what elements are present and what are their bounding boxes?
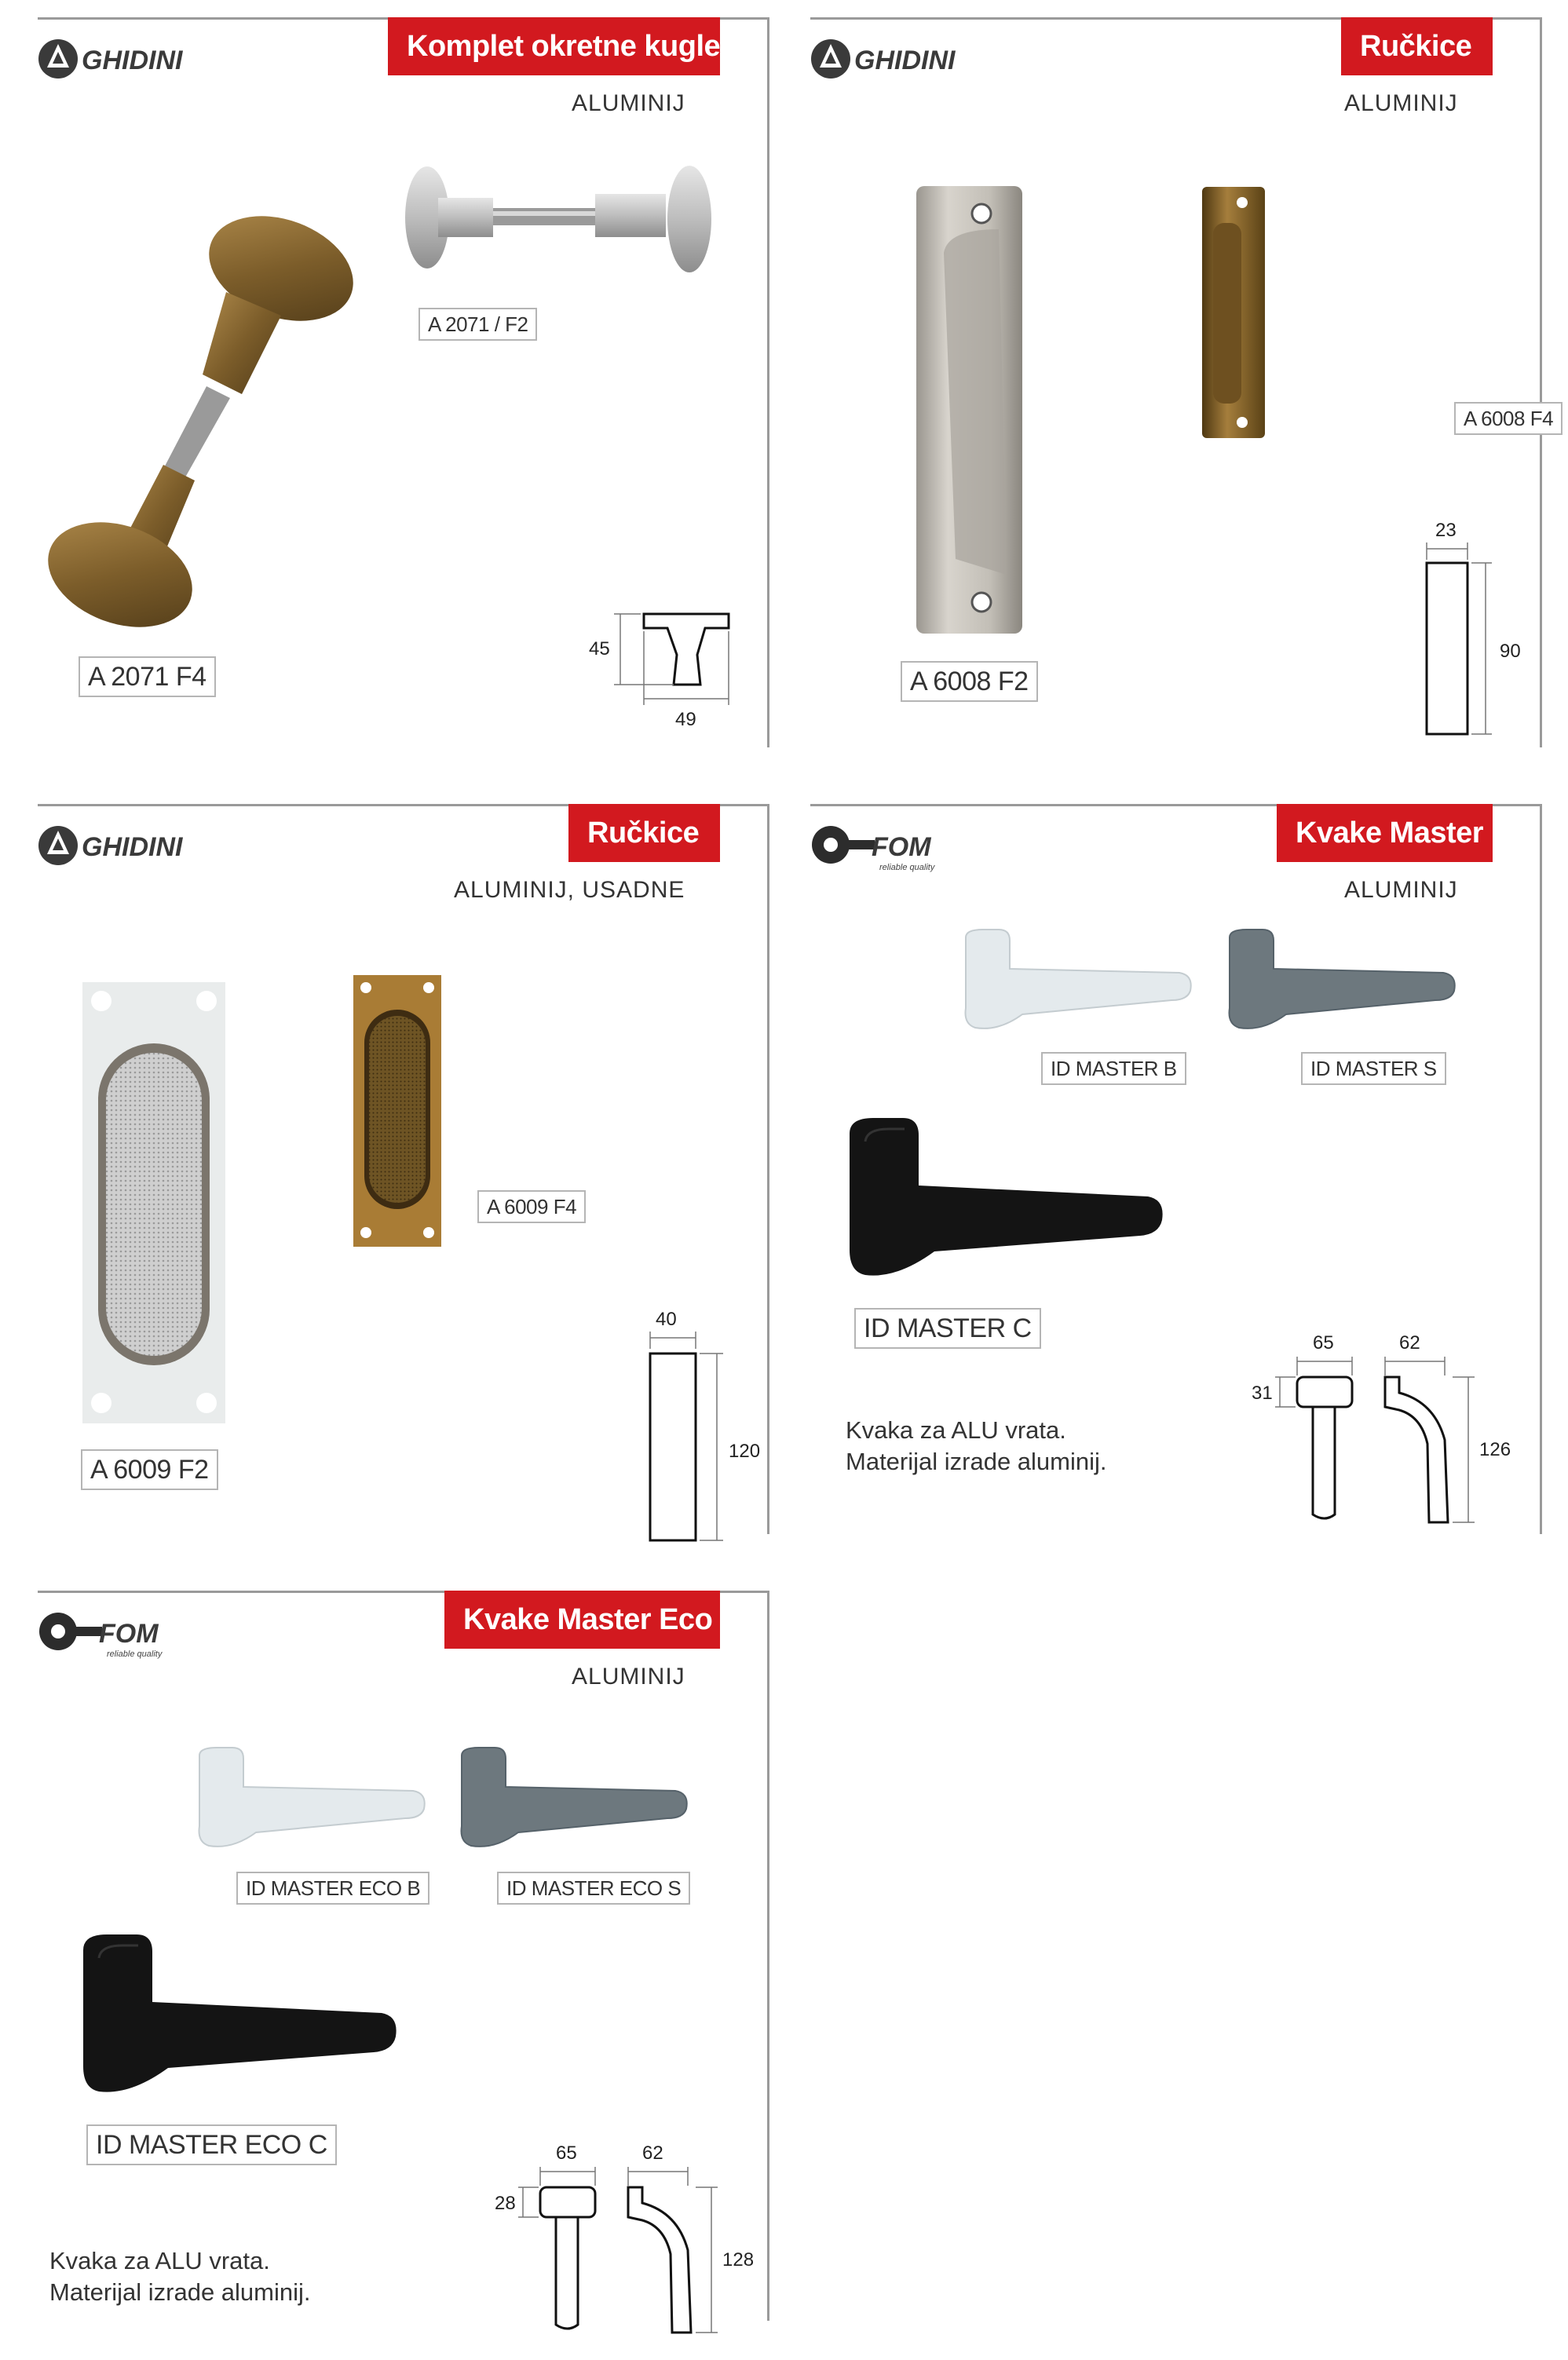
dimension-head-height: 31 bbox=[1252, 1383, 1273, 1404]
dimension-height: 45 bbox=[589, 638, 610, 659]
fom-logo-text: FOM bbox=[872, 832, 931, 862]
product-label-a6009-f2: A 6009 F2 bbox=[81, 1449, 218, 1490]
ghidini-logo bbox=[38, 824, 203, 868]
panel-handles-recessed bbox=[38, 804, 769, 1534]
fom-logo bbox=[810, 821, 967, 876]
handle-silver-image bbox=[912, 182, 1030, 637]
product-label-a2071-f4: A 2071 F4 bbox=[79, 656, 216, 697]
dimension-head-width: 65 bbox=[556, 2143, 577, 2164]
panel-right-rule bbox=[1540, 804, 1542, 1534]
ghidini-logo-text: GHIDINI bbox=[854, 46, 956, 75]
lever-black-image bbox=[842, 1118, 1171, 1283]
dimension-total-height: 128 bbox=[722, 2249, 755, 2270]
product-description bbox=[846, 1415, 1107, 1478]
section-title: Ručkice bbox=[1341, 17, 1493, 75]
lever-dimension-drawing bbox=[1234, 1314, 1517, 1550]
product-label-a6008-f2: A 6008 F2 bbox=[901, 661, 1038, 702]
ghidini-logo-text: GHIDINI bbox=[82, 46, 183, 75]
lever-white-image bbox=[959, 930, 1195, 1039]
lever-white-image bbox=[193, 1748, 429, 1858]
product-label-id-master-s: ID MASTER S bbox=[1301, 1052, 1446, 1085]
dimension-grip-width: 62 bbox=[642, 2143, 663, 2164]
ghidini-logo bbox=[810, 38, 975, 82]
fom-tagline: reliable quality bbox=[879, 863, 935, 872]
lever-black-image bbox=[75, 1934, 405, 2099]
dimension-head-height: 28 bbox=[495, 2193, 516, 2214]
panel-kvake-master-eco bbox=[38, 1591, 769, 2321]
section-title: Komplet okretne kugle bbox=[388, 17, 720, 75]
product-description bbox=[49, 2245, 311, 2308]
material-label: ALUMINIJ bbox=[572, 1664, 685, 1690]
panel-door-knobs bbox=[38, 17, 769, 747]
panel-right-rule bbox=[767, 17, 769, 747]
knob-set-bronze-image bbox=[46, 206, 375, 645]
description-line-2: Materijal izrade aluminij. bbox=[49, 2278, 311, 2306]
dimension-grip-width: 62 bbox=[1399, 1332, 1420, 1354]
knob-set-silver-image bbox=[399, 163, 729, 288]
dimension-width: 49 bbox=[675, 709, 696, 730]
recessed-handle-bronze-image bbox=[352, 974, 443, 1248]
section-title: Ručkice bbox=[568, 804, 720, 862]
material-label: ALUMINIJ bbox=[572, 90, 685, 116]
section-title: Kvake Master bbox=[1277, 804, 1493, 862]
section-title: Kvake Master Eco bbox=[444, 1591, 720, 1649]
dimension-height: 90 bbox=[1500, 641, 1521, 662]
description-line-1: Kvaka za ALU vrata. bbox=[49, 2247, 270, 2274]
product-label-id-master-eco-b: ID MASTER ECO B bbox=[236, 1872, 429, 1905]
product-label-id-master-eco-c: ID MASTER ECO C bbox=[86, 2124, 337, 2165]
recessed-handle-silver-image bbox=[81, 981, 230, 1428]
dimension-height: 120 bbox=[729, 1441, 761, 1462]
dimension-width: 23 bbox=[1435, 520, 1457, 541]
product-label-a6009-f4: A 6009 F4 bbox=[477, 1190, 586, 1223]
product-label-id-master-b: ID MASTER B bbox=[1041, 1052, 1186, 1085]
panel-right-rule bbox=[767, 804, 769, 1534]
fom-logo-text: FOM bbox=[99, 1619, 159, 1649]
panel-handles-surface bbox=[810, 17, 1554, 747]
handle-bronze-image bbox=[1199, 184, 1270, 443]
fom-tagline: reliable quality bbox=[107, 1649, 163, 1659]
product-label-a2071-f2: A 2071 / F2 bbox=[418, 308, 537, 341]
lever-grey-image bbox=[1223, 930, 1459, 1039]
material-label: ALUMINIJ bbox=[1344, 877, 1458, 903]
dimension-head-width: 65 bbox=[1313, 1332, 1334, 1354]
fom-logo bbox=[38, 1608, 195, 1663]
material-label: ALUMINIJ, USADNE bbox=[454, 877, 685, 903]
product-label-id-master-c: ID MASTER C bbox=[854, 1308, 1041, 1349]
product-label-id-master-eco-s: ID MASTER ECO S bbox=[497, 1872, 690, 1905]
ghidini-logo bbox=[38, 38, 203, 82]
panel-right-rule bbox=[767, 1591, 769, 2321]
dimension-width: 40 bbox=[656, 1309, 677, 1330]
panel-kvake-master bbox=[810, 804, 1542, 1534]
recessed-handle-dimension-drawing bbox=[607, 1291, 764, 1550]
handle-dimension-drawing bbox=[1407, 508, 1541, 743]
lever-grey-image bbox=[455, 1748, 691, 1858]
description-line-1: Kvaka za ALU vrata. bbox=[846, 1416, 1066, 1444]
lever-dimension-drawing bbox=[477, 2124, 760, 2360]
ghidini-logo-text: GHIDINI bbox=[82, 832, 183, 862]
knob-dimension-drawing bbox=[548, 567, 752, 730]
product-label-a6008-f4: A 6008 F4 bbox=[1454, 402, 1563, 435]
description-line-2: Materijal izrade aluminij. bbox=[846, 1448, 1107, 1475]
dimension-total-height: 126 bbox=[1479, 1439, 1511, 1460]
material-label: ALUMINIJ bbox=[1344, 90, 1458, 116]
